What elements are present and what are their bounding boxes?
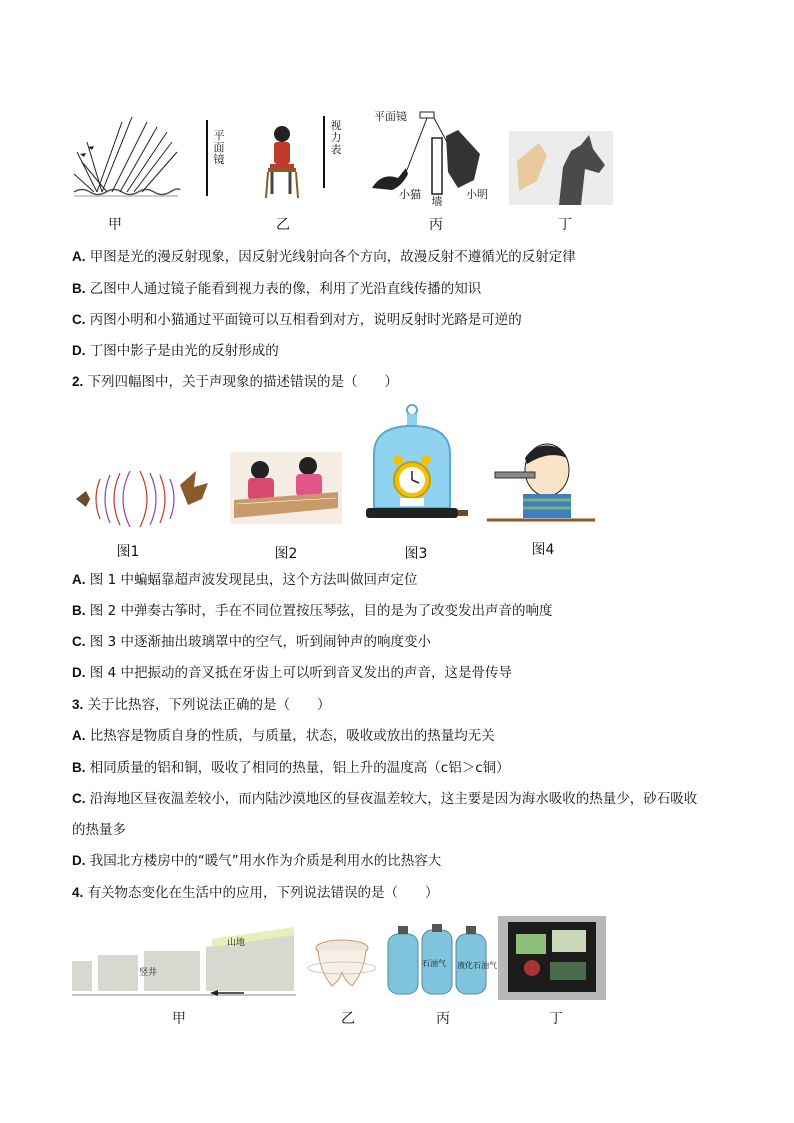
mountain-label: 山地 [227,938,246,948]
q1-caption-bing: 丙 [429,217,443,233]
q3-stem: 3. 关于比热容，下列说法正确的是（ ） [72,697,331,713]
q3-option-d: D. 我国北方楼房中的“暖气”用水作为介质是利用水的比热容大 [72,853,442,869]
q4-caption-yi: 乙 [341,1011,355,1027]
mirror-line-jia [206,120,208,196]
q1-option-c: C. 丙图小明和小猫通过平面镜可以互相看到对方，说明反射时光路是可逆的 [72,312,522,328]
ming-label: 小明 [466,188,488,201]
well-label: 竖井 [139,968,158,978]
q3-option-a: A. 比热容是物质自身的性质，与质量，状态，吸收或放出的热量均无关 [72,728,495,744]
q3-option-b: B. 相同质量的铝和铜，吸收了相同的热量，铝上升的温度高（c铝＞c铜） [72,760,510,776]
q4-caption-bing: 丙 [436,1011,450,1027]
q1-figure-jia [72,112,182,202]
q3-option-c-cont: 的热量多 [72,822,126,838]
q2-caption-3: 图3 [404,546,428,562]
q2-option-b: B. 图 2 中弹奏古筝时，手在不同位置按压琴弦，目的是为了改变发出声音的响度 [72,603,553,619]
q4-figure-ding-fridge [498,916,606,1000]
q1-option-a: A. 甲图是光的漫反射现象，因反射光线射向各个方向，故漫反射不遵循光的反射定律 [72,249,576,265]
q4-figure-jia-canal [72,925,296,1001]
q2-option-a: A. 图 1 中蝙蝠靠超声波发现昆虫，这个方法叫做回声定位 [72,572,418,588]
gas-label-1: 石油气 [422,959,446,968]
q4-stem: 4. 有关物态变化在生活中的应用，下列说法错误的是（ ） [72,885,439,901]
q1-caption-yi: 乙 [276,217,290,233]
q2-option-d: D. 图 4 中把振动的音叉抵在牙齿上可以听到音叉发出的声音，这是骨传导 [72,665,512,681]
q2-option-c: C. 图 3 中逐渐抽出玻璃罩中的空气，听到闹钟声的响度变小 [72,634,431,650]
q1-option-d: D. 丁图中影子是由光的反射形成的 [72,343,279,359]
q2-stem: 2. 下列四幅图中，关于声现象的描述错误的是（ ） [72,374,399,390]
wall-label: 墙 [431,195,443,208]
q2-caption-4: 图4 [531,542,555,558]
mirror-label-bing: 平面镜 [374,110,407,123]
cat-label: 小猫 [399,188,421,201]
mirror-label-jia: 平面镜 [213,129,225,166]
q4-caption-jia: 甲 [172,1011,186,1027]
q4-figure-yi-tooth [306,928,378,998]
q4-caption-ding: 丁 [549,1011,563,1027]
chart-line-yi [323,116,325,188]
q2-caption-2: 图2 [274,546,298,562]
q1-figure-yi-person [260,124,304,200]
q2-figure-1-bat [72,465,214,533]
q2-caption-1: 图1 [116,544,140,560]
q2-figure-3-bell-jar [362,404,470,534]
q3-option-c: C. 沿海地区昼夜温差较小，而内陆沙漠地区的昼夜温差较大，这主要是因为海水吸收的热量少，砂石吸收 [72,791,698,807]
q1-caption-ding: 丁 [558,217,572,233]
q1-option-b: B. 乙图中人通过镜子能看到视力表的像，利用了光沿直线传播的知识 [72,281,482,297]
q1-figure-ding [509,131,613,205]
q2-figure-2-guzheng [230,452,342,524]
gas-label-2: 液化石油气 [457,961,497,970]
q1-caption-jia: 甲 [108,217,122,233]
chart-label-yi: 视力表 [330,119,342,156]
q2-figure-4-tuning-fork [487,434,595,530]
